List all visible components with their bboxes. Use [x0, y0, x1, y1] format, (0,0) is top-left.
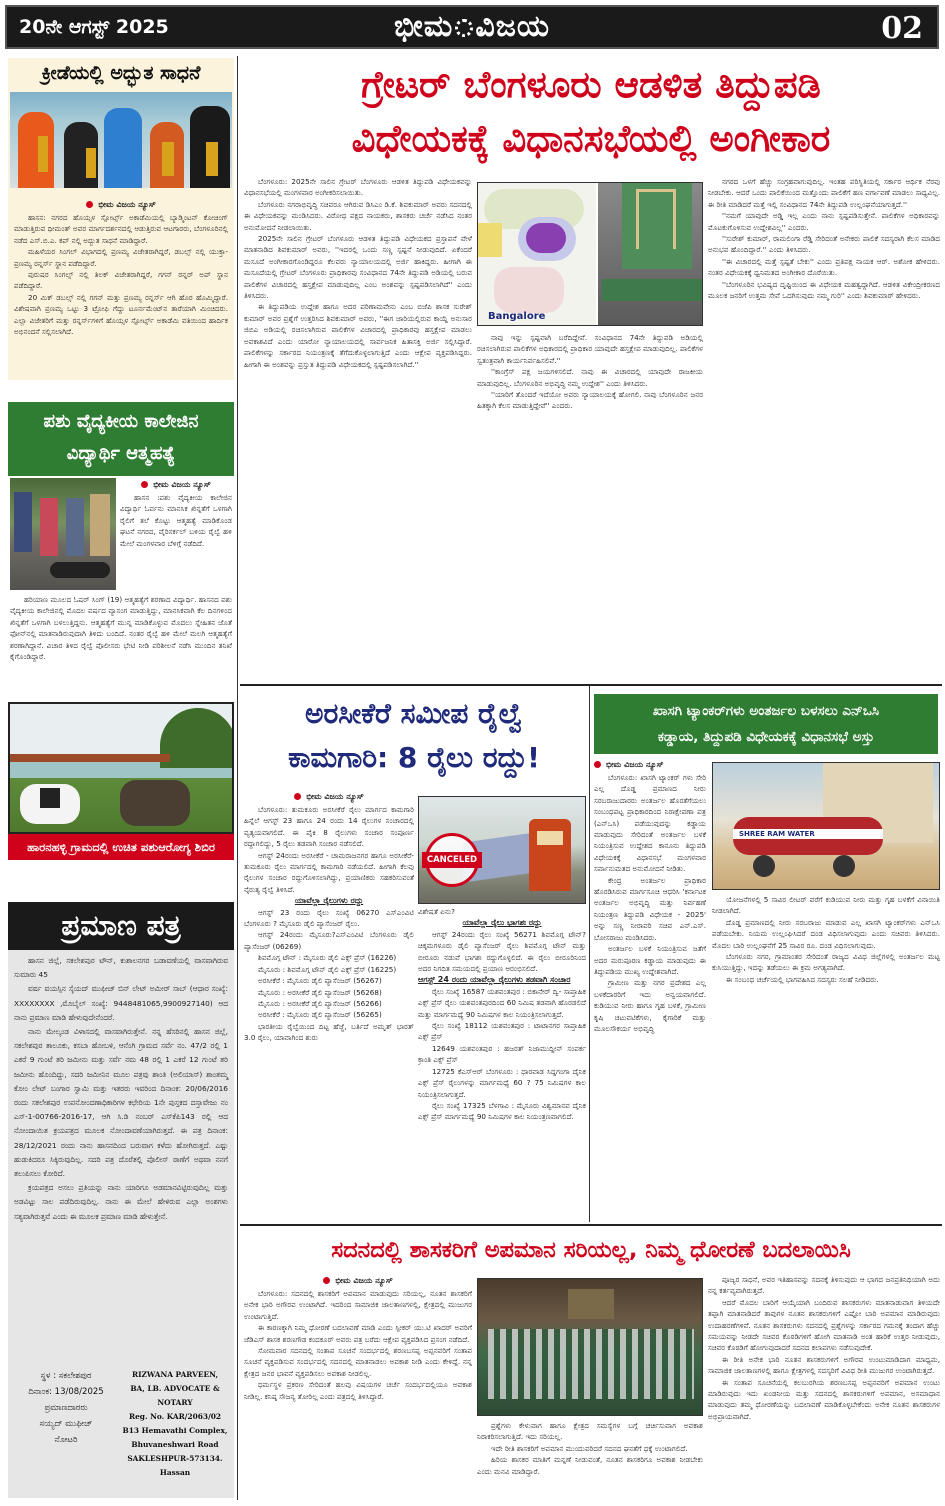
issue-date: 20ನೇ ಆಗಸ್ಟ್ 2025 [19, 16, 169, 38]
bullet-icon [594, 761, 601, 768]
assembly-column-1: ಭೀಮ ವಿಜಯ ನ್ಯೂಸ್ ಬೆಂಗಳೂರು: ಸದನದಲ್ಲಿ ಶಾಸಕರಿಗೆ ಅಪಮಾನ ಮಾಡುವುದು ಸರಿಯಲ್ಲ, ನೂತನ ಶಾಸಕರಿಗೆ ಅನೇಕ ಭಾರಿ ಅಗೌರವ ಉಂಟಾಗಿದೆ. ಇದರಿಂದ ಸಾಮಾಜಿಕ ಜಾಲತಾಣಗಳಲ್ಲಿ, ಕ್ಷೇತ್ರದಲ್ಲಿ ಮುಜುಗರ ಉಂಟಾಗುತ್ತಿದೆ. ಈ ಕಾರಣಕ್ಕಾಗಿ ನಿಮ್ಮ ಧೋರಣೆ ಬದಲಾವಣೆ ಮಾಡಿ ಎಂದು ಸ್ಪೀಕರ್ ಯು.ಟಿ ಖಾದರ್ ಅವರಿಗೆ ಜೆಡಿಎಸ್ ಶಾಸಕ ಶರಣಗೌಡ ಕಂದಕೂರ್ ಅವರು ಪತ್ರ ಬರೆದು ಆಕ್ಷೇಪ ವ್ಯಕ್ತಪಡಿಸಿದ ಪ್ರಸಂಗ ನಡೆದಿದೆ. ಸೋಮವಾರ ಸದನದಲ್ಲಿ ಸಂತಾಪ ಸೂಚನೆ ಸಂದರ್ಭದಲ್ಲಿ ಶರಣಬಸಪ್ಪ ಅಪ್ಪನವರಿಗೆ ಸಂತಾಪ ಸೂಚನೆ ವ್ಯಕ್ತಪಡಿಸುವ ಸಂದರ್ಭದಲ್ಲಿ ಸದನದಲ್ಲಿ ಮಾತನಾಡಲು ಅವಕಾಶ ನೀಡಿ ಎಂದು ಕೇಳಿದ್ದೆ. ನನ್ನ ಕ್ಷೇತ್ರದ ಜನರ ಭಾವನೆ ವ್ಯಕ್ತಪಡಿಸಲು ಅವಕಾಶ ನೀಡಲಿಲ್ಲ. ಧರ್ಮಸ್ಥಳ ಪ್ರಕರಣ ಸೇರಿದಂತೆ ಹಲವು ವಿಷಯಗಳ ಚರ್ಚೆ ಸಂದರ್ಭದಲ್ಲಿಯೂ ಅವಕಾಶ ನೀಡಿಲ್ಲ. ಕನಿಷ್ಠ ಸೌಜನ್ಯ ತೋರಿಲ್ಲ ಎಂದು ಪತ್ರದಲ್ಲಿ ತಿಳಿಸಿದ್ದಾರೆ. [244, 1276, 472, 1401]
vet-camp-caption: ಹಾರನಹಳ್ಳಿ ಗ್ರಾಮದಲ್ಲಿ ಉಚಿತ ಪಶುಆರೋಗ್ಯ ಶಿಬಿರ [8, 834, 234, 860]
bullet-icon [86, 201, 93, 208]
partial-heading: ಯಾವೆಲ್ಲಾ ರೈಲು ಭಾಗಶಃ ರದ್ದು [462, 918, 542, 928]
vet-body: ಹರಿಯಾಣ ಮೂಲದ ಓಷರ್ ಸಿಂಗ್ (19) ಆತ್ಮಹತ್ಯೆಗೆ ಶರಣಾದ ವಿದ್ಯಾರ್ಥಿ. ಹಾಸನದ ಪಶು ವೈದ್ಯಕೀಯ ಕಾಲೇಜಿನಲ್ಲಿ ಮೊದಲ ವರ್ಷದ ವ್ಯಾಸಂಗ ಮಾಡುತ್ತಿದ್ದು, ಮಾನಸಿಕವಾಗಿ ಕೆಲ ದಿನಗಳಿಂದ ಖಿನ್ನತೆಗೆ ಒಳಗಾಗಿ ಬಳಲುತ್ತಿದ್ದನು. ಆತ್ಮಹತ್ಯೆಗೆ ಮುನ್ನ ಮಾಡಿಕೊಳ್ಳುವ ಮೊದಲು ಸ್ನೇಹಿತನ ಜೊತೆ ಫೋನ್‌ನಲ್ಲಿ ಮಾತನಾಡಿರುವುದಾಗಿ ತಿಳಿದು ಬಂದಿದೆ. ನಂತರ ರೈಲ್ವೆ ಹಳಿ ಮೇಲೆ ಮಲಗಿ ಆತ್ಮಹತ್ಯೆಗೆ ಶರಣಾಗಿದ್ದಾನೆ. ವಿಚಾರ ತಿಳಿದ ರೈಲ್ವೆ ಪೊಲೀಸರು ಭೇಟಿ ನೀಡಿ ಪರಿಶೀಲನೆ ನಡೆಸಿ ಮುಂದಿನ ತನಿಖೆ ಕೈಗೊಂಡಿದ್ದಾರೆ. [10, 595, 232, 662]
railway-incident-photo [10, 478, 116, 590]
notary-stamp: RIZWANA PARVEEN, BA, LB. ADVOCATE & NOTARY Reg. No. KAR/2063/02 B13 Hemavathi Complex, Bhuvaneshwari Road SAKLESHPUR-573134. Hassan [122, 1370, 228, 1477]
sports-byline: ಭೀಮ ವಿಜಯ ನ್ಯೂಸ್ [8, 200, 234, 210]
column-divider [237, 56, 238, 1500]
assembly-photo [477, 1278, 703, 1416]
vet-byline: ಭೀಮ ವಿಜಯ ನ್ಯೂಸ್ [118, 480, 234, 490]
lead-column-3: ನಗರದ ಒಳಗೆ ಹೆಚ್ಚು ಸಂಗ್ರಹವಾಗುವುದಿಲ್ಲ. ಇಂತಹ ಪರಿಸ್ಥಿತಿಯಲ್ಲಿ ಸರ್ಕಾರ ಆರ್ಥಿಕ ನೆರವು ನೀಡಬೇಕು. ಆದರೆ ಒಂದು ಪಾಲಿಕೆಯಿಂದ ಮತ್ತೊಂದು ಪಾಲಿಕೆಗೆ ಹಣ ವರ್ಗಾವಣೆ ಮಾಡಲು ಸಾಧ್ಯವಿಲ್ಲ. ಈ ರೀತಿ ಮಾಡಿದರೆ ಮತ್ತೆ ಇಲ್ಲಿ ಸಂವಿಧಾನದ 74ನೇ ತಿದ್ದುಪಡಿ ಉಲ್ಲಂಘನೆಯಾಗುತ್ತದೆ.'' ''ನಮಗೆ ಯಾವುದೇ ಅಡ್ಡಿ ಇಲ್ಲ ಎಂದು ನಾನು ಸ್ಪಷ್ಟಪಡಿಸುತ್ತೇನೆ. ಪಾಲಿಕೆಗಳ ಅಧಿಕಾರವನ್ನು ಮೊಟಕುಗೊಳಿಸುವ ಉದ್ದೇಶವಿಲ್ಲ'' ಎಂದರು. ''ಸುರೇಶ್ ಕುಮಾರ್, ರಾಮಲಿಂಗಾ ರೆಡ್ಡಿ ಸೇರಿದಂತೆ ಅನೇಕರು ಪಾಲಿಕೆ ಸದಸ್ಯರಾಗಿ ಕೆಲಸ ಮಾಡಿದ ಅನುಭವ ಹೊಂದಿದ್ದಾರೆ.'' ಎಂದು ತಿಳಿಸಿದರು. ''ಈ ವಿಚಾರದಲ್ಲಿ ಮತ್ತೆ ಸ್ಪಷ್ಟತೆ ಬೇಕು'' ಎಂದು ಪ್ರತಿಪಕ್ಷ ನಾಯಕ ಆರ್. ಅಶೋಕ ಹೇಳಿದರು. ನಂತರ ವಿಧೇಯಕಕ್ಕೆ ಧ್ವನಿಮತದ ಅಂಗೀಕಾರ ದೊರೆಯಿತು. ''ಬೆಂಗಳೂರಿನ ಭವಿಷ್ಯದ ದೃಷ್ಟಿಯಿಂದ ಈ ವಿಧೇಯಕ ಮಹತ್ವದ್ದಾಗಿದೆ. ಆಡಳಿತ ವಿಕೇಂದ್ರೀಕರಣದ ಮೂಲಕ ಜನರಿಗೆ ಉತ್ತಮ ಸೇವೆ ಒದಗಿಸುವುದು ನಮ್ಮ ಗುರಿ'' ಎಂದು ಶಿವಕುಮಾರ್ ಹೇಳಿದರು. [708, 177, 940, 301]
map-label: Bangalore [488, 311, 546, 322]
bullet-icon [323, 1277, 330, 1284]
tanker-label: SHREE RAM WATER [733, 829, 883, 839]
assembly-column-3: ಪೂಜ್ಯರ ಸಾಧನೆ, ಅವರ ಇತಿಹಾಸವನ್ನು ಸದನಕ್ಕೆ ತಿಳಿಸುವುದು ಆ ಭಾಗದ ಜನಪ್ರತಿನಿಧಿಯಾಗಿ ಅದು ನನ್ನ ಕರ್ತವ್ಯವಾಗಿರುತ್ತದೆ. ಆದರೆ ಮೊದಲ ಬಾರಿಗೆ ಆಯ್ಕೆಯಾಗಿ ಬಂದಿರುವ ಶಾಸಕರುಗಳು ಮಾತನಾಡುವಾಗ ತಿಳಿಯದೇ ತಪ್ಪಾಗಿ ಮಾತನಾಡಿದರೆ ತಾವುಗಳ ನೂತನ ಶಾಸಕರುಗಳಿಗೆ ಎಷ್ಟೋ ಬಾರಿ ಅಪಮಾನ ಮಾಡಿರುವುದು ಉದಾಹರಣೆಗಳಿವೆ. ನೂತನ ಶಾಸಕರುಗಳು ಸದನದಲ್ಲಿ ಪ್ರಶ್ನೆಗಳನ್ನು ಸರ್ಕಾರದ ಗಮನಕ್ಕೆ ತಂದಾಗ ಹೆಚ್ಚು ಸಮಯವನ್ನು ನೀಡದೇ ಸಚಿವರ ಕೊಠಡಿಗಳಿಗೆ ಹೋಗಿ ಮಾತನಾಡಿ ಅಂತ ಹಾರಿಕೆ ಉತ್ತರ ನೀಡುವುದು, ಸಚಿವರ ಕೊಠಡಿಗೆ ಹೋಗುವುದಾದರೆ ಸದನದ ಕಲಾಪಗಳು ನಡೆಸುವುದೇಕೆ. ಈ ರೀತಿ ಅನೇಕ ಭಾರಿ ನೂತನ ಶಾಸಕರುಗಳಿಗೆ ಅಗೌರವ ಉಂಟುಮಾಡಿದಾಗ ಮಾಧ್ಯಮ, ಸಾಮಾಜಿಕ ಜಾಲತಾಣಗಳಲ್ಲಿ ಹಾಗೂ ಕ್ಷೇತ್ರಗಳಲ್ಲಿ ಸದಸ್ಯರಿಗೆ ವಿವಿಧ ರೀತಿ ಮುಜುಗರ ಉಂಟಾಗಿರುತ್ತದೆ. ಈ ಸಂತಾಪ ಸೂಚನೆಯಲ್ಲಿ ಕಲಬುರಗಿಯ ಶರಣಬಸಪ್ಪ ಅಪ್ಪನವರಿಗೆ ಅಪಮಾನ ಉಂಟು ಮಾಡಿರುವುದು ಇದು ಖಂಡನೀಯ ಮತ್ತು ಸದನದಲ್ಲಿ ಶಾಸಕರುಗಳಿಗೆ ಅಪಮಾನ, ಅಸಮಾಧಾನ ಮಾಡುವುದು ತಮ್ಮ ಧೋರಣೆಯನ್ನು ಬದಲಾವಣೆ ಮಾಡಿಕೊಳ್ಳಬೇಕೆಂದು ಅನೇಕ ನೂತನ ಶಾಸಕರುಗಳ ಅಭಿಪ್ರಾಯವಾಗಿದೆ. [708, 1275, 940, 1421]
affidavit-body: ಹಾಸನ ಜಿಲ್ಲೆ, ಸಕಲೇಶಪುರ ಟೌನ್, ಕುಶಾಲನಗರ ಬಡಾವಣೆಯಲ್ಲಿ ವಾಸವಾಗಿರುವ ಸುಮಾರು 45 ವರ್ಷ ವಯಸ್ಸಿನ ಸೈಯದ್ ಮುಫೀಜ್ ಬಿನ್ ಲೇಟ್ ಅಮೀರ್ ಸಾಬ್ (ಆಧಾರ ಸಂಖ್ಯೆ: XXXXXXXX ,ಮೊಬೈಲ್ ಸಂಖ್ಯೆ: 9448481065,9900927140) ಆದ ನಾನು ಪ್ರಮಾಣ ಮಾಡಿ ಹೇಳುವುದೇನೆಂದರೆ. ನಾನು ಮೇಲ್ಕಂಡ ವಿಳಾಸದಲ್ಲಿ ವಾಸವಾಗಿರುತ್ತೇನೆ. ನನ್ನ ಹೆಸರಿನಲ್ಲಿ ಹಾಸನ ಜಿಲ್ಲೆ, ಸಕಲೇಶಪುರ ತಾಲೂಕು, ಕಸಬಾ ಹೋಬಳಿ, ಆನೆಂಗಿ ಗ್ರಾಮದ ಸರ್ವೆ ನಂ. 47/2 ರಲ್ಲಿ 1 ಎಕರೆ 9 ಗುಂಟೆ ತರಿ ಜಮೀನು ಮತ್ತು ಸರ್ವೆ ನಮ 48 ರಲ್ಲಿ 1 ಎಕರೆ 12 ಗುಂಟೆ ತರಿ ಜಮೀನು ಹೊಂದಿದ್ದು, ಸದರಿ ಜಮೀನಿನ ಮೂಲ ಪತ್ರವು ಶಾಂತಿ (ಅಲಿಯಾಸ್) ಶಾಂತಮ್ಮ ಕೋಂ ಲೇಟ್ ಬಂಗಾರ ಸ್ವಾಮಿ ಮತ್ತು ಇತರರು ಇವರಿಂದ ದಿನಾಂಕ: 20/06/2016 ರಂದು ಸಕಲೇಶಪುರ ಉಪನೋಂದಣಾಧಿಕಾರಿಗಳ ಕಛೇರಿಯ 1ನೇ ಪುಸ್ತಕದ ದಸ್ತಾವೇಜು ನಂ ಎಸ್-1-00766-2016-17, ಆಗಿ ಸಿ.ಡಿ ನಂಬರ್ ಎಸ್‌ಕೆಪಿ143 ರಲ್ಲಿ ಆದ ನೋಂದಾಯಿತ ಕ್ರಯಪತ್ರದ ಮೂಲಕ ನೋಂದಾವಣೆಯಾಗಿರುತ್ತದೆ. ಈ ಪತ್ರ ದಿನಾಂಕ: 28/12/2021 ರಂದು ನಾನು ಹಾಸನದಿಂದ ಬರುವಾಗ ಕಳೆದು ಹೋಗಿರುತ್ತದೆ. ಎಷ್ಟು ಹುಡುಕಿದರೂ ಸಿಕ್ಕಿರುವುದಿಲ್ಲ. ಸದರಿ ಪತ್ರ ದೊರೆತಲ್ಲಿ ಪೊಲೀಸ್ ಠಾಣೆಗೆ ಅಥವಾ ನನಗೆ ತಲುಪಿಸಲು ಕೋರಿದೆ. ಕ್ರಯಪತ್ರದ ಅಸಲು ಪ್ರತಿಯನ್ನು ನಾನು ಯಾರಿಗೂ ಅಡಮಾನವಿಟ್ಟಿರುವುದಿಲ್ಲ ಮತ್ತು ಅಡವಿಟ್ಟು ಸಾಲ ಪಡೆದಿರುವುದಿಲ್ಲ. ನಾನು ಈ ಮೇಲೆ ಹೇಳಿರುವ ಎಲ್ಲಾ ಅಂಶಗಳು ಸತ್ಯವಾಗಿರುತ್ತವೆ ಎಂದು ಈ ಮೂಲಕ ಪ್ರಮಾಣ ಮಾಡಿ ಹೇಳುತ್ತೇನೆ. ಸ್ಥಳ : ಸಕಲೇಶಪುರ ದಿನಾಂಕ: 13/08/2025 ಪ್ರಮಾಣದಾರರು ಸಯ್ಯದ್ ಮುಫೀಜ್ ನೋಟರಿ RIZWANA PARVEEN, BA, LB. ADVOCATE & NOTARY Reg. No. KAR/2063/02 B13 Hemavathi Complex, Bhuvaneshwari Road SAKLESHPUR-573134. Hassan [8, 950, 234, 1498]
late-heading: ಆಗಸ್ಟ್ 24 ರಂದು ಯಾವೆಲ್ಲಾ ರೈಲುಗಳು ತಡವಾಗಿ ಸಂಚಾರ [418, 975, 571, 985]
affidavit-signature-left: ಸ್ಥಳ : ಸಕಲೇಶಪುರ ದಿನಾಂಕ: 13/08/2025 ಪ್ರಮಾಣದಾರರು ಸಯ್ಯದ್ ಮುಫೀಜ್ ನೋಟರಿ [28, 1371, 104, 1445]
logo-right-text: ವಿಜಯ [475, 9, 550, 44]
logo-left-text: ಭೀಮ [394, 9, 454, 44]
bbmp-building [598, 183, 703, 326]
tanker-column-2: ಯೋಜನೆಗಳಲ್ಲಿ 5 ಸಾವಿರ ಲೀಟರ್ ವರೆಗೆ ಕುಡಿಯುವ ನೀರು ಮತ್ತು ಗೃಹ ಬಳಕೆಗೆ ವಿನಾಯಿತಿ ನೀಡಲಾಗಿದೆ. ದೊಡ್ಡ ಪ್ರಮಾಣದಲ್ಲಿ ನೀರು ಸರಬರಾಜು ಮಾಡುವ ಎಲ್ಲ ಖಾಸಗಿ ಟ್ಯಾಂಕರ್‌ಗಳು ಎನ್‌ಒಸಿ ಪಡೆಯಬೇಕು. ನಿಯಮ ಉಲ್ಲಂಘಿಸಿದರೆ ದಂಡ ವಿಧಿಸಲಾಗುವುದು ಎಂದು ಸಚಿವರು ತಿಳಿಸಿದರು. ಮೊದಲ ಬಾರಿ ಉಲ್ಲಂಘನೆಗೆ 25 ಸಾವಿರ ರೂ. ದಂಡ ವಿಧಿಸಲಾಗುವುದು. ಬೆಂಗಳೂರು ನಗರ, ಗ್ರಾಮಾಂತರ ಸೇರಿದಂತೆ ರಾಜ್ಯದ ವಿವಿಧ ಜಿಲ್ಲೆಗಳಲ್ಲಿ ಅಂತರ್ಜಲ ಮಟ್ಟ ಕುಸಿಯುತ್ತಿದ್ದು, ಇದನ್ನು ತಡೆಯಲು ಈ ಕ್ರಮ ಅಗತ್ಯವಾಗಿದೆ. ಈ ಸಂಬಂಧ ಚರ್ಚೆಯಲ್ಲಿ ಭಾಗವಹಿಸಿದ ಸದಸ್ಯರು ಸಲಹೆ ನೀಡಿದರು. [712, 895, 940, 984]
lead-column-2: ನಾವು ಇನ್ನು ಸ್ಪಷ್ಟವಾಗಿ ಬರೆದಿದ್ದೇವೆ. ಸಂವಿಧಾನದ 74ನೇ ತಿದ್ದುಪಡಿ ಅಡಿಯಲ್ಲಿ ರಚಿಸಲಾಗಿರುವ ಪಾಲಿಕೆಗಳ ಅಧಿಕಾರದಲ್ಲಿ ಪ್ರಾಧಿಕಾರ ಯಾವುದೇ ಹಸ್ತಕ್ಷೇಪ ಮಾಡುವುದಿಲ್ಲ. ಪಾಲಿಕೆಗಳ ಸ್ವತಂತ್ರವಾಗಿ ಕಾರ್ಯನಿರ್ವಹಿಸಲಿವೆ.'' ''ಕಾಂಗ್ರೆಸ್ ಪಕ್ಷ ಜಯಗಳಿಸಲಿದೆ. ನಾವು ಈ ವಿಚಾರದಲ್ಲಿ ಯಾವುದೇ ರಾಜಕೀಯ ಮಾಡುವುದಿಲ್ಲ. ಬೆಂಗಳೂರಿನ ಅಭಿವೃದ್ಧಿ ನಮ್ಮ ಉದ್ದೇಶ'' ಎಂದು ತಿಳಿಸಿದರು. ''ಯಾರಿಗೆ ತೊಂದರೆ ಇದೆಯೋ ಅವರು ನ್ಯಾಯಾಲಯಕ್ಕೆ ಹೋಗಲಿ. ನಾವು ಬೆಂಗಳೂರಿನ ಜನರ ಹಿತಕ್ಕಾಗಿ ಕೆಲಸ ಮಾಡುತ್ತಿದ್ದೇವೆ'' ಎಂದರು. [477, 333, 703, 411]
cancelled-heading: ಯಾವೆಲ್ಲಾ ರೈಲುಗಳು ರದ್ದು [294, 896, 364, 906]
canceled-stamp: CANCELED [425, 833, 479, 887]
assembly-headline: ಸದನದಲ್ಲಿ ಶಾಸಕರಿಗೆ ಅಪಮಾನ ಸರಿಯಲ್ಲ, ನಿಮ್ಮ ಧೋರಣೆ ಬದಲಾಯಿಸಿ [331, 1237, 851, 1263]
train-column-1: ಭೀಮ ವಿಜಯ ನ್ಯೂಸ್ ಬೆಂಗಳೂರು: ತುಮಕೂರು ಅರಸೀಕೆರೆ ರೈಲು ಮಾರ್ಗದ ಕಾಮಗಾರಿ ಹಿನ್ನೆಲೆ ಆಗಸ್ಟ್ 23 ಹಾಗೂ 24 ರಂದು 14 ರೈಲುಗಳ ಸಂಚಾರದಲ್ಲಿ ವ್ಯತ್ಯಯವಾಗಲಿದೆ. ಈ ಪೈಕಿ 8 ರೈಲುಗಳು ಸಂಚಾರ ಸಂಪೂರ್ಣ ರದ್ದಾಗಲಿದ್ದು, 5 ರೈಲು ತಡವಾಗಿ ಸಂಚಾರ ನಡೆಸಲಿದೆ. ಆಗಸ್ಟ್ 24ರಂದು ಅರಸೀಕೆರೆ - ಚಾಮರಾಜನಗರ ಹಾಗೂ ಅರಸೀಕೆರೆ-ತುಮಕೂರು ರೈಲು ಮಾರ್ಗದಲ್ಲಿ ಕಾಮಗಾರಿ ನಡೆಯಲಿದೆ. ಹೀಗಾಗಿ ಕೆಲವು ರೈಲುಗಳ ಸಂಚಾರ ರದ್ದುಗೊಳಿಸಲಾಗಿದ್ದು, ಪ್ರಯಾಣಿಕರು ಸಹಕರಿಸುವಂತೆ ನೈರುತ್ಯ ರೈಲ್ವೆ ತಿಳಿಸಿದೆ. ಯಾವೆಲ್ಲಾ ರೈಲುಗಳು ರದ್ದು ಆಗಸ್ಟ್ 23 ರಂದು ರೈಲು ಸಂಖ್ಯೆ 06270 ಎಸ್‌ಎಂವಿಟಿ ಬೆಂಗಳೂರು ? ಮೈಸೂರು ಡೈಲಿ ಪ್ಯಾಸೆಂಜರ್ ರೈಲು. ಆಗಸ್ಟ್ 24ರಂದು ಮೈಸೂರು?ಎಸ್‌ಎಂವಿಟಿ ಬೆಂಗಳೂರು ಡೈಲಿ ಪ್ಯಾಸೆಂಜರ್ (06269) ಶಿವಮೊಗ್ಗ ಟೌನ್ : ಮೈಸೂರು ಡೈಲಿ ಎಕ್ಸ್ ಪ್ರೆಸ್ (16226) ಮೈಸೂರು : ಶಿವಮೊಗ್ಗ ಟೌನ್ ಡೈಲಿ ಎಕ್ಸ್ ಪ್ರೆಸ್ (16225) ಅರಸೀಕೆರೆ : ಮೈಸೂರು ಡೈಲಿ ಪ್ಯಾಸೆಂಜರ್ (56267) ಮೈಸೂರು : ಅರಸೀಕೆರೆ ಡೈಲಿ ಪ್ಯಾಸೆಂಜರ್ (56268) ಮೈಸೂರು : ಅರಸೀಕೆರೆ ಡೈಲಿ ಪ್ಯಾಸೆಂಜರ್ (56266) ಅರಸೀಕೆರೆ : ಮೈಸೂರು ಡೈಲಿ ಪ್ಯಾಸೆಂಜರ್ (56265) ಭಾರತೀಯ ರೈಲ್ವೆಯಿಂದ ದಿಟ್ಟ ಹೆಜ್ಜೆ, ಬರ್ತಿದೆ ಅಮೃತ್ ಭಾರತ್ 3.0 ರೈಲು, ಯಾವಾಗಿಂದ ಶುರು [244, 792, 414, 1043]
train-column-2: ವಿಶೇಷತೆ ಏನು? ಯಾವೆಲ್ಲಾ ರೈಲು ಭಾಗಶಃ ರದ್ದು ಆಗಸ್ಟ್ 24ರಂದು ರೈಲು ಸಂಖ್ಯೆ 56271 ಶಿವಮೊಗ್ಗ ಟೌನ್?ಚಿಕ್ಕಮಗಳೂರು ಡೈಲಿ ಪ್ಯಾಸೆಂಜರ್ ರೈಲು ಶಿವಮೊಗ್ಗ ಟೌನ್ ಮತ್ತು ಬೀರೂರು ನಡುವೆ ಭಾಗಶಃ ರದ್ದುಗೊಳ್ಳಲಿದೆ. ಈ ರೈಲು ಬೀರೂರಿನಿಂದ ಅದರ ನಿಗದಿತ ಸಮಯದಲ್ಲಿ ಪ್ರಯಾಣ ಆರಂಭಿಸಲಿದೆ. ಆಗಸ್ಟ್ 24 ರಂದು ಯಾವೆಲ್ಲಾ ರೈಲುಗಳು ತಡವಾಗಿ ಸಂಚಾರ ರೈಲು ಸಂಖ್ಯೆ 16587 ಯಶವಂತಪುರ : ಬಿಕಾನೇರ್ ದ್ವಿ- ಸಾಪ್ತಾಹಿಕ ಎಕ್ಸ್ ಪ್ರೆಸ್ ರೈಲು ಯಶವಂತಪುರದಿಂದ 60 ನಿಮಿಷ ತಡವಾಗಿ ಹೊರಡಲಿದೆ ಮತ್ತು ಮಾರ್ಗಮಧ್ಯೆ 90 ನಿಮಿಷಗಳ ಕಾಲ ನಿಯಂತ್ರಿಸಲಾಗುತ್ತದೆ. ರೈಲು ಸಂಖ್ಯೆ 18112 ಯಶವಂತಪುರ : ಟಾಟಾನಗರ ಸಾಪ್ತಾಹಿಕ ಎಕ್ಸ್ ಪ್ರೆಸ್ 12649 ಯಶವಂತಪುರ : ಹಜರತ್ ನಿಜಾಮುದ್ದೀನ್ ಸಂಪರ್ಕ ಕ್ರಾಂತಿ ಎಕ್ಸ್ ಪ್ರೆಸ್ 12725 ಕೆಎಸ್‌ಆರ್ ಬೆಂಗಳೂರು : ಧಾರವಾಡ ಸಿದ್ದಗಂಗಾ ದೈನಿಕ ಎಕ್ಸ್ ಪ್ರೆಸ್ ರೈಲುಗಳನ್ನು ಮಾರ್ಗಮಧ್ಯೆ 60 ? 75 ನಿಮಿಷಗಳ ಕಾಲ ನಿಯಂತ್ರಿಸಲಾಗುತ್ತದೆ. ರೈಲು ಸಂಖ್ಯೆ 17325 ಬೆಳಗಾವಿ : ಮೈಸೂರು ವಿಶ್ವಮಾನವ ದೈನಿಕ ಎಕ್ಸ್ ಪ್ರೆಸ್ ಮಾರ್ಗಮಧ್ಯೆ 90 ನಿಮಿಷಗಳ ಕಾಲ ನಿಯಂತ್ರಣವಾಗಲಿದೆ. [418, 907, 586, 1122]
vet-side-text: ಭೀಮ ವಿಜಯ ನ್ಯೂಸ್ ಹಾಸನ :ಪಶು ವೈದ್ಯಕೀಯ ಕಾಲೇಜಿನ ವಿದ್ಯಾರ್ಥಿ ಓರ್ವನು ಮಾನಸಿಕ ಖಿನ್ನತೆಗೆ ಒಳಗಾಗಿ ರೈಲಿಗೆ ತಲೆ ಕೊಟ್ಟು ಆತ್ಮಹತ್ಯೆ ಮಾಡಿಕೊಂಡ ಘಟನೆ ನಗರದ, ವೈರಿಸರ್ಕಲ್ ಬಳಿಯ ರೈಲ್ವೆ ಹಳಿ ಮೇಲೆ ಮಂಗಳವಾರ ಬೆಳಿಗ್ಗೆ ನಡೆದಿದೆ. [120, 480, 232, 548]
train-headline: ಅರಸೀಕೆರೆ ಸಮೀಪ ರೈಲ್ವೆ ಕಾಮಗಾರಿ: 8 ರೈಲು ರದ್ದು! [288, 697, 540, 774]
bangalore-map [478, 183, 596, 326]
train-photo [418, 796, 586, 904]
tanker-headline: ಖಾಸಗಿ ಟ್ಯಾಂಕರ್‌ಗಳು ಅಂತರ್ಜಲ ಬಳಸಲು ಎನ್‌ಒಸಿ ಕಡ್ಡಾಯ, ತಿದ್ದುಪಡಿ ವಿಧೇಯಕಕ್ಕೆ ವಿಧಾನಸಭೆ ಅಸ್ತು [594, 694, 938, 754]
tanker-byline: ಭೀಮ ವಿಜಯ ನ್ಯೂಸ್ [594, 760, 706, 770]
newspaper-logo [7, 9, 937, 44]
bullet-icon [294, 793, 301, 800]
train-byline: ಭೀಮ ವಿಜಯ ನ್ಯೂಸ್ [244, 792, 414, 802]
sports-article [8, 58, 234, 380]
tanker-column-1: ಭೀಮ ವಿಜಯ ನ್ಯೂಸ್ ಬೆಂಗಳೂರು: ಖಾಸಗಿ ಟ್ಯಾಂಕರ್ ಗಳು ಸೇರಿ ಎಲ್ಲ ದೊಡ್ಡ ಪ್ರಮಾಣದ ನೀರು ಸರಬರಾಜುದಾರರು ಅಂತರ್ಜಲ ಹೊರತೆಗೆಯಲು ಸಂಬಂಧಪಟ್ಟ ಪ್ರಾಧಿಕಾರದಿಂದ ನಿರಾಕ್ಷೇಪಣಾ ಪತ್ರ (ಎನ್‌ಒಸಿ) ಪಡೆಯುವುದನ್ನು ಕಡ್ಡಾಯ ಮಾಡುವುದು ಸೇರಿದಂತೆ ಅಂತರ್ಜಲ ಬಳಕೆ ನಿಯಂತ್ರಿಸುವ ಉದ್ದೇಶದ ಕಾನೂನು ತಿದ್ದುಪಡಿ ವಿಧೇಯಕಕ್ಕೆ ವಿಧಾನಸಭೆ ಮಂಗಳವಾರ ಸರ್ವಾನುಮತದ ಅನುಮೋದನೆ ನೀಡಿತು. ಕೇಂದ್ರ ಅಂತರ್ಜಲ ಪ್ರಾಧಿಕಾರ ಹೊರಡಿಸಿರುವ ಮಾರ್ಗಸೂಚಿ ಆಧರಿಸಿ 'ಕರ್ನಾಟಕ ಅಂತರ್ಜಲ ಅಭಿವೃದ್ಧಿ ಮತ್ತು ನಿರ್ವಹಣೆ ನಿಯಂತ್ರಣ ತಿದ್ದುಪಡಿ ವಿಧೇಯಕ - 2025' ಅನ್ನು ಸಣ್ಣ ನೀರಾವರಿ ಸಚಿವ ಎನ್.ಎಸ್. ಬೋಸರಾಜು ಮಂಡಿಸಿದರು. ಅಂತರ್ಜಲ ಬಳಕೆ ನಿಯಂತ್ರಿಸುವ ಜತೆಗೆ ಅದರ ಮರುಪೂರಣ ಕಡ್ಡಾಯ ಮಾಡುವುದು ಈ ತಿದ್ದುಪಡಿಯ ಮುಖ್ಯ ಉದ್ದೇಶವಾಗಿದೆ. ಗ್ರಾಮೀಣ ಮತ್ತು ನಗರ ಪ್ರದೇಶದ ಎಲ್ಲ ಬಳಕೆದಾರರಿಗೆ ಇದು ಅನ್ವಯವಾಗಲಿದೆ. ಕುಡಿಯುವ ನೀರು ಹಾಗೂ ಗೃಹ ಬಳಕೆ, ಗ್ರಾಮೀಣ ಕೃಷಿ ಚಟುವಟಿಕೆಗಳು, ಕೈಗಾರಿಕೆ ಮತ್ತು ಮೂಲಸೌಕರ್ಯ ಅಭಿವೃದ್ಧಿ [594, 760, 706, 1033]
assembly-column-2: ಪ್ರಶ್ನೆಗಳು ಕೇಳುವಾಗ ಹಾಗೂ ಕ್ಷೇತ್ರದ ಸಮಸ್ಯೆಗಳ ಬಗ್ಗೆ ಚರ್ಚಿಸುವಾಗ ಅವಕಾಶ ನಿರಾಕರಿಸಲಾಗುತ್ತಿದೆ. ಇದು ಸರಿಯಲ್ಲ. ಇದೇ ರೀತಿ ಶಾಸಕರಿಗೆ ಅವಮಾನ ಮುಂದುವರಿದರೆ ಸದನದ ಘನತೆಗೆ ಧಕ್ಕೆ ಉಂಟಾಗಲಿದೆ. ಹಿರಿಯ ಶಾಸಕರ ಮಾತಿಗೆ ಮನ್ನಣೆ ನೀಡುವಂತೆ, ನೂತನ ಶಾಸಕರಿಗೂ ಅವಕಾಶ ನೀಡಬೇಕು ಎಂದು ಮನವಿ ಮಾಡಿದ್ದಾರೆ. [477, 1421, 703, 1476]
assembly-byline: ಭೀಮ ವಿಜಯ ನ್ಯೂಸ್ [244, 1276, 472, 1286]
lead-headline: ಗ್ರೇಟರ್ ಬೆಂಗಳೂರು ಆಡಳಿತ ತಿದ್ದುಪಡಿ ವಿಧೇಯಕಕ್ಕೆ ವಿಧಾನಸಭೆಯಲ್ಲಿ ಅಂಗೀಕಾರ [351, 63, 831, 160]
water-tanker-photo [712, 762, 940, 890]
bullet-icon [141, 481, 148, 488]
sports-team-photo [10, 92, 232, 188]
sun-emblem-icon [455, 19, 473, 37]
vet-headline: ಪಶು ವೈದ್ಯಕೀಯ ಕಾಲೇಜಿನ ವಿದ್ಯಾರ್ಥಿ ಆತ್ಮಹತ್ಯೆ [8, 402, 234, 476]
sports-headline: ಕ್ರೀಡೆಯಲ್ಲಿ ಅದ್ಭುತ ಸಾಧನೆ [41, 62, 201, 84]
sports-body: ಹಾಸನ: ನಗರದ ಹೊಯ್ಸಳ ಸ್ಪೋರ್ಟ್ಸ್ ಅಕಾಡೆಮಿಯಲ್ಲಿ ಬ್ಯಾಡ್ಮಿಂಟನ್ ಕೋಚಿಂಗ್ ಮಾಡುತ್ತಿರುವ ಧೀಮಂತ್ ಅವರ ಮಾರ್ಗದರ್ಶನದಲ್ಲಿ ಆಡುತ್ತಿರುವ ಆಟಗಾರರು, ಬೆಂಗಳೂರಿನಲ್ಲಿ ನಡೆದ ಎಸ್.ಬಿ.ಎ. ಕಪ್ ನಲ್ಲಿ ಅದ್ಭುತ ಸಾಧನೆ ಮಾಡಿದ್ದಾರೆ. ಮಹಿಳೆಯರ ಸಿಂಗಲ್ ವಿಭಾಗದಲ್ಲಿ ಪ್ರಣಮ್ಯ ವಿಜೇತರಾಗಿದ್ದರೆ, ಡಬಲ್ಸ್ ನಲ್ಲಿ ಯುಕ್ತಾ-ಪ್ರಣಮ್ಯ ರನ್ನರ್ಸ್ ಸ್ಥಾನ ಪಡೆದಿದ್ದಾರೆ. ಪುರುಷರ ಸಿಂಗಲ್ಸ್ ನಲ್ಲಿ ತಿಲಕ್ ವಿಜೇತರಾಗಿದ್ದರೆ, ಗಗನ್ ರನ್ನರ್ ಅಪ್ ಸ್ಥಾನ ಪಡೆದಿದ್ದಾರೆ. 20 ಮಿಕ್ ಡಬಲ್ಸ್ ನಲ್ಲಿ ಗಗನ್ ಮತ್ತು ಪ್ರಣಮ್ಯ ರನ್ನರ್ಸ್ ಆಗಿ ಹೊರ ಹೊಮ್ಮಿದ್ದಾರೆ. ವಿಶೇಷವಾಗಿ ಪ್ರಣಮ್ಯ ಒಟ್ಟು 3 ಟ್ರೋಫಿ ಗೆದ್ದು ಟೂರ್ನಮೆಂಟ್‌ನ ತಾರೆಯಾಗಿ ಮಿಂಚಿದರು. ಎಲ್ಲಾ ವಿಜೇತರಿಗೆ ಮತ್ತು ರನ್ನರ್ಸ್‌ಗಳಿಗೆ ಹೊಯ್ಸಳ ಸ್ಪೋರ್ಟ್ಸ್ ಅಕಾಡೆಮಿ ವತಿಯಿಂದ ಹಾರ್ದಿಕ ಅಭಿನಂದನೆ ಸಲ್ಲಿಸಲಾಗಿದೆ. [14, 213, 228, 337]
column-divider [589, 686, 590, 1222]
lead-column-1: ಬೆಂಗಳೂರು: 2025ನೇ ಸಾಲಿನ ಗ್ರೇಟರ್ ಬೆಂಗಳೂರು ಆಡಳಿತ ತಿದ್ದುಪಡಿ ವಿಧೇಯಕವನ್ನು ವಿಧಾನಸಭೆಯಲ್ಲಿ ಮಂಗಳವಾರ ಅಂಗೀಕರಿಸಲಾಯಿತು. ಬೆಂಗಳೂರು ನಗರಾಭಿವೃದ್ಧಿ ಸಚಿವರೂ ಆಗಿರುವ ಡಿಸಿಎಂ ಡಿ.ಕೆ. ಶಿವಕುಮಾರ್ ಅವರು ಸದನದಲ್ಲಿ ಈ ವಿಧೇಯಕವನ್ನು ಮಂಡಿಸಿದರು. ವಿರೋಧ ಪಕ್ಷದ ನಾಯಕರು, ಶಾಸಕರು ಚರ್ಚೆ ನಡೆಸಿದ ನಂತರ ಅನುಮೋದನೆ ನೀಡಲಾಯಿತು. 2025ನೇ ಸಾಲಿನ ಗ್ರೇಟರ್ ಬೆಂಗಳೂರು ಆಡಳಿತ ತಿದ್ದುಪಡಿ ವಿಧೇಯಕದ ಪ್ರಸ್ತಾಪನೆ ವೇಳೆ ಮಾತನಾಡಿದ ಶಿವಕುಮಾರ್ ಅವರು, ''ಇದರಲ್ಲಿ ಒಂದು ಸಣ್ಣ ಸ್ಪಷ್ಟನೆ ನೀಡುವುದಿದೆ. ಏಕೆಂದರೆ ಮಸೂದೆ ಅಂಗೀಕಾರಗೊಂಡಿದ್ದರೂ ಕೆಲವರು ನ್ಯಾಯಾಲಯದಲ್ಲಿ ಅರ್ಜಿ ಹಾಕಿದ್ದರು. ಹೀಗಾಗಿ ಈ ಮಸೂದೆಯಲ್ಲಿ ಗ್ರೇಟರ್ ಬೆಂಗಳೂರು ಪ್ರಾಧಿಕಾರವು ಸಂವಿಧಾನದ 74ನೇ ತಿದ್ದುಪಡಿ ಅಡಿಯಲ್ಲಿ ಬರುವ ಪಾಲಿಕೆಗಳ ವಿಚಾರದಲ್ಲಿ ಹಸ್ತಕ್ಷೇಪ ಮಾಡುವುದಿಲ್ಲ ಎಂಬ ಅಂಶವನ್ನು ಸ್ಪಷ್ಟಪಡಿಸಲಾಗಿದೆ'' ಎಂದು ತಿಳಿಸಿದರು. ಈ ತಿದ್ದುಪಡಿಯ ಉದ್ದೇಶ ಹಾಗೂ ಅದರ ಪರಿಣಾಮವೇನು ಎಂಬ ಬಿಜೆಪಿ ಶಾಸಕ ಸುರೇಶ್ ಕುಮಾರ್ ಅವರ ಪ್ರಶ್ನೆಗೆ ಉತ್ತರಿಸಿದ ಶಿವಕುಮಾರ್ ಅವರು, ''ಈಗ ಜಾರಿಯಲ್ಲಿರುವ ಕಾಯ್ದೆ ಅನುಸಾರ ಜಿಬಿಎ ಅಡಿಯಲ್ಲಿ ರಚಿಸಲಾಗಿರುವ ಪಾಲಿಕೆಗಳ ವಿಚಾರದಲ್ಲಿ ಪ್ರಾಧಿಕಾರವು ಹಸ್ತಕ್ಷೇಪ ಮಾಡಲು ಅವಕಾಶವಿದೆ ಎಂದು ಯಾರೋ ನ್ಯಾಯಾಲಯದಲ್ಲಿ ಸಾರ್ವಜನಿಕ ಹಿತಾಸಕ್ತಿ ಅರ್ಜಿ ಸಲ್ಲಿಸಿದ್ದಾರೆ. ಪಾಲಿಕೆಗಳನ್ನು ಸರ್ಕಾರದ ನಿಯಂತ್ರಣಕ್ಕೆ ತೆಗೆದುಕೊಳ್ಳಲಾಗುತ್ತಿದೆ ಎಂದು ಆಕ್ಷೇಪ ವ್ಯಕ್ತಪಡಿಸಿದ್ದರು. ಹೀಗಾಗಿ ಈ ಅಂಶವನ್ನು ಪ್ರಸ್ತುತ ತಿದ್ದುಪಡಿ ವಿಧೇಯಕದಲ್ಲಿ ಸ್ಪಷ್ಟಪಡಿಸಲಾಗಿದೆ.'' [244, 177, 472, 369]
page-number: 02 [881, 11, 923, 46]
section-divider [240, 684, 942, 686]
section-divider [240, 1224, 942, 1226]
masthead [5, 5, 939, 49]
vet-camp-photo [8, 702, 234, 834]
affidavit-title: ಪ್ರಮಾಣ ಪತ್ರ [8, 902, 234, 950]
lead-photo [477, 182, 703, 326]
